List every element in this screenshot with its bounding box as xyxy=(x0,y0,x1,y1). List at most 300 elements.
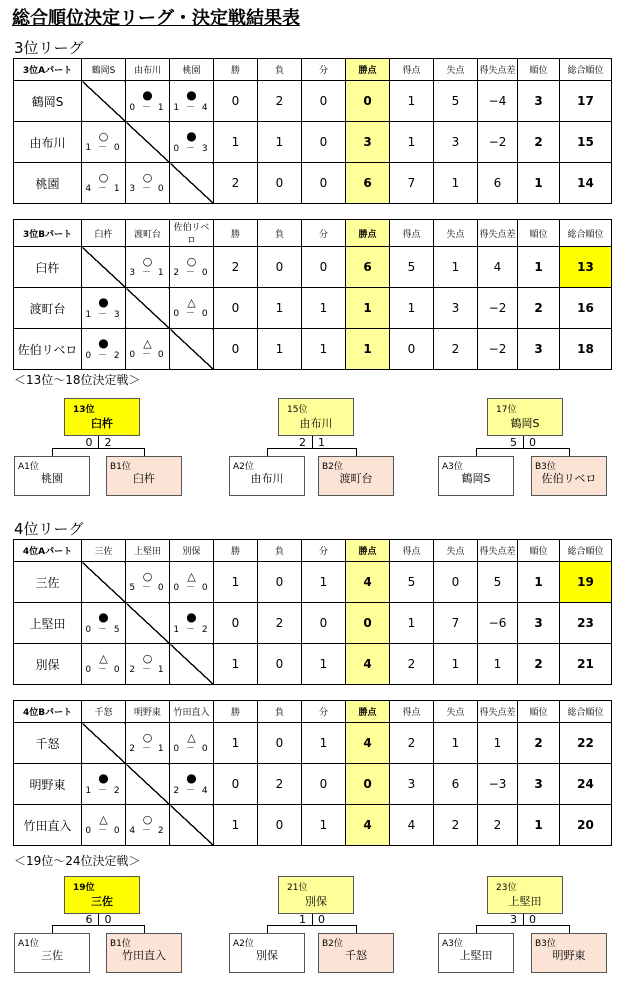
seed-label: A1位 xyxy=(18,939,39,949)
draw-mark-icon: △ xyxy=(187,295,196,309)
match-result xyxy=(82,603,126,644)
goal-difference: −3 xyxy=(478,764,518,805)
bracket-line-v xyxy=(523,436,524,448)
table-row xyxy=(14,288,612,329)
column-header-team: 別保 xyxy=(170,540,214,562)
winner-team: 臼杵 xyxy=(91,417,113,430)
draws: 1 xyxy=(302,805,346,846)
bracket-line-h xyxy=(52,925,144,926)
losses: 0 xyxy=(258,805,302,846)
goals-against: 7 xyxy=(434,603,478,644)
rank: 2 xyxy=(518,122,560,163)
match-result xyxy=(126,644,170,685)
loss-mark-icon: ● xyxy=(98,294,109,309)
column-header-total-rank: 総合順位 xyxy=(560,701,612,723)
table-row xyxy=(14,247,612,288)
bracket-line-v xyxy=(312,914,313,925)
team-b-box xyxy=(531,456,607,496)
column-header-win: 勝 xyxy=(214,540,258,562)
bracket-line-v xyxy=(523,914,524,925)
match-score: 0 － 0 xyxy=(173,309,210,320)
total-rank: 19 xyxy=(560,562,612,603)
seed-label: A3位 xyxy=(442,939,463,949)
points: 0 xyxy=(346,81,390,122)
match-score: 5 － 0 xyxy=(129,583,166,594)
table-row xyxy=(14,723,612,764)
bracket-line-a xyxy=(476,448,477,456)
seed-label: A2位 xyxy=(233,939,254,949)
team-name: 由布川 xyxy=(14,122,82,163)
score-a: 3 xyxy=(510,913,517,926)
column-header-scored: 得点 xyxy=(390,220,434,247)
losses: 2 xyxy=(258,603,302,644)
column-header-diff: 得失点差 xyxy=(478,701,518,723)
points: 4 xyxy=(346,805,390,846)
goals-for: 5 xyxy=(390,562,434,603)
draws: 1 xyxy=(302,644,346,685)
losses: 0 xyxy=(258,163,302,204)
match-result xyxy=(82,644,126,685)
winner-box xyxy=(487,398,563,436)
points: 1 xyxy=(346,329,390,370)
section-title-playoff1: ＜13位～18位決定戦＞ xyxy=(14,373,141,387)
bracket-line-a xyxy=(267,448,268,456)
match-score: 0 － 0 xyxy=(173,583,210,594)
loss-mark-icon: ● xyxy=(98,335,109,350)
bracket-line-b xyxy=(569,448,570,456)
match-score: 0 － 1 xyxy=(129,102,166,113)
goal-difference: 2 xyxy=(478,805,518,846)
league-table xyxy=(13,219,612,370)
team-name: 竹田直入 xyxy=(14,805,82,846)
win-mark-icon: ○ xyxy=(98,129,109,143)
draw-mark-icon: △ xyxy=(187,569,196,583)
score-a: 2 xyxy=(299,436,306,449)
part-label: 3位Aパート xyxy=(14,59,82,81)
rank: 1 xyxy=(518,805,560,846)
goals-against: 1 xyxy=(434,247,478,288)
team-a-box xyxy=(229,456,305,496)
points: 6 xyxy=(346,247,390,288)
team-a-box xyxy=(14,456,90,496)
self-match-diagonal xyxy=(126,603,170,644)
seed-label: B3位 xyxy=(535,462,556,472)
draws: 0 xyxy=(302,764,346,805)
match-result xyxy=(82,764,126,805)
team-b-box xyxy=(106,933,182,973)
loss-mark-icon: ● xyxy=(186,770,197,785)
goal-difference: 5 xyxy=(478,562,518,603)
points: 4 xyxy=(346,723,390,764)
rank: 3 xyxy=(518,329,560,370)
column-header-diff: 得失点差 xyxy=(478,540,518,562)
total-rank: 15 xyxy=(560,122,612,163)
bracket-line-v xyxy=(312,436,313,448)
winner-team: 鶴岡S xyxy=(510,417,540,430)
goal-difference: −2 xyxy=(478,122,518,163)
team-a-box xyxy=(438,933,514,973)
wins: 2 xyxy=(214,247,258,288)
goals-against: 1 xyxy=(434,163,478,204)
match-score: 1 － 4 xyxy=(173,102,210,113)
column-header-win: 勝 xyxy=(214,59,258,81)
match-score: 0 － 0 xyxy=(85,826,122,837)
section-title-league4: 4位リーグ xyxy=(14,520,84,538)
column-header-team: 千怒 xyxy=(82,701,126,723)
losses: 0 xyxy=(258,644,302,685)
total-rank: 20 xyxy=(560,805,612,846)
team-name: 臼杵 xyxy=(133,472,155,485)
match-result xyxy=(126,562,170,603)
total-rank: 14 xyxy=(560,163,612,204)
column-header-draw: 分 xyxy=(302,540,346,562)
rank: 1 xyxy=(518,163,560,204)
team-name: 渡町台 xyxy=(339,472,373,485)
column-header-diff: 得失点差 xyxy=(478,220,518,247)
goals-against: 3 xyxy=(434,288,478,329)
goal-difference: 4 xyxy=(478,247,518,288)
bracket-line-h xyxy=(267,925,356,926)
goals-for: 4 xyxy=(390,805,434,846)
self-match-diagonal xyxy=(170,163,214,204)
match-score: 1 － 3 xyxy=(85,309,122,320)
total-rank: 16 xyxy=(560,288,612,329)
column-header-win: 勝 xyxy=(214,701,258,723)
bracket-line-b xyxy=(356,925,357,933)
match-result xyxy=(126,723,170,764)
match-score: 0 － 0 xyxy=(129,350,166,361)
column-header-points: 勝点 xyxy=(346,540,390,562)
goal-difference: −6 xyxy=(478,603,518,644)
goals-for: 1 xyxy=(390,603,434,644)
bracket-line-a xyxy=(476,925,477,933)
column-header-loss: 負 xyxy=(258,220,302,247)
match-result xyxy=(82,329,126,370)
win-mark-icon: ○ xyxy=(98,170,109,184)
team-name: 上堅田 xyxy=(459,949,493,962)
self-match-diagonal xyxy=(82,562,126,603)
bracket-line-b xyxy=(144,448,145,456)
rank: 3 xyxy=(518,81,560,122)
self-match-diagonal xyxy=(126,122,170,163)
total-rank: 21 xyxy=(560,644,612,685)
draw-mark-icon: △ xyxy=(187,730,196,744)
win-mark-icon: ○ xyxy=(186,254,197,268)
match-result xyxy=(126,247,170,288)
column-header-points: 勝点 xyxy=(346,701,390,723)
bracket-line-h xyxy=(476,448,569,449)
points: 0 xyxy=(346,764,390,805)
team-name: 桃園 xyxy=(41,472,63,485)
column-header-rank: 順位 xyxy=(518,540,560,562)
placement-label: 23位 xyxy=(496,883,517,893)
score-a: 0 xyxy=(85,436,93,449)
goals-against: 2 xyxy=(434,805,478,846)
wins: 0 xyxy=(214,603,258,644)
column-header-conceded: 失点 xyxy=(434,701,478,723)
score-b: 0 xyxy=(529,913,536,926)
self-match-diagonal xyxy=(170,805,214,846)
section-title-league3: 3位リーグ xyxy=(14,39,84,57)
match-result xyxy=(82,122,126,163)
goals-for: 0 xyxy=(390,329,434,370)
goals-for: 1 xyxy=(390,288,434,329)
column-header-rank: 順位 xyxy=(518,220,560,247)
table-row xyxy=(14,329,612,370)
self-match-diagonal xyxy=(170,644,214,685)
goals-against: 1 xyxy=(434,644,478,685)
winner-team: 別保 xyxy=(305,895,327,908)
winner-box xyxy=(64,876,140,914)
team-name: 千怒 xyxy=(345,949,367,962)
wins: 2 xyxy=(214,163,258,204)
goals-against: 1 xyxy=(434,723,478,764)
draws: 1 xyxy=(302,329,346,370)
draws: 1 xyxy=(302,723,346,764)
match-result xyxy=(82,805,126,846)
bracket-line-a xyxy=(267,925,268,933)
losses: 2 xyxy=(258,764,302,805)
match-result xyxy=(170,81,214,122)
placement-label: 13位 xyxy=(73,405,95,415)
column-header-rank: 順位 xyxy=(518,59,560,81)
team-name: 三佐 xyxy=(14,562,82,603)
losses: 1 xyxy=(258,329,302,370)
win-mark-icon: ○ xyxy=(142,569,153,583)
team-a-box xyxy=(438,456,514,496)
win-mark-icon: ○ xyxy=(142,170,153,184)
column-header-team: 三佐 xyxy=(82,540,126,562)
column-header-team: 鶴岡S xyxy=(82,59,126,81)
team-a-box xyxy=(14,933,90,973)
column-header-conceded: 失点 xyxy=(434,540,478,562)
bracket-line-h xyxy=(267,448,356,449)
wins: 0 xyxy=(214,329,258,370)
column-header-team: 桃園 xyxy=(170,59,214,81)
draws: 1 xyxy=(302,288,346,329)
team-name: 別保 xyxy=(256,949,278,962)
seed-label: B1位 xyxy=(110,462,131,472)
seed-label: B2位 xyxy=(322,462,343,472)
match-result xyxy=(82,288,126,329)
match-score: 2 － 0 xyxy=(173,268,210,279)
loss-mark-icon: ● xyxy=(186,128,197,143)
score-b: 0 xyxy=(104,913,112,926)
match-result xyxy=(170,562,214,603)
goals-for: 2 xyxy=(390,723,434,764)
bracket-line-b xyxy=(569,925,570,933)
rank: 1 xyxy=(518,247,560,288)
goals-for: 7 xyxy=(390,163,434,204)
table-row xyxy=(14,805,612,846)
part-label: 4位Bパート xyxy=(14,701,82,723)
team-b-box xyxy=(318,933,394,973)
match-score: 1 － 2 xyxy=(85,785,122,796)
self-match-diagonal xyxy=(82,247,126,288)
bracket-line-h xyxy=(476,925,569,926)
winner-team: 上堅田 xyxy=(508,895,542,908)
goals-against: 3 xyxy=(434,122,478,163)
team-name: 渡町台 xyxy=(14,288,82,329)
rank: 2 xyxy=(518,288,560,329)
win-mark-icon: ○ xyxy=(142,730,153,744)
column-header-draw: 分 xyxy=(302,59,346,81)
team-b-box xyxy=(531,933,607,973)
match-score: 0 － 2 xyxy=(85,350,122,361)
table-row xyxy=(14,562,612,603)
winner-team: 三佐 xyxy=(91,895,113,908)
wins: 0 xyxy=(214,764,258,805)
rank: 2 xyxy=(518,723,560,764)
column-header-team: 佐伯リベロ xyxy=(170,220,214,247)
column-header-conceded: 失点 xyxy=(434,59,478,81)
wins: 0 xyxy=(214,288,258,329)
seed-label: B2位 xyxy=(322,939,343,949)
team-name: 別保 xyxy=(14,644,82,685)
table-row xyxy=(14,163,612,204)
points: 0 xyxy=(346,603,390,644)
wins: 1 xyxy=(214,805,258,846)
bracket-line-a xyxy=(52,448,53,456)
rank: 2 xyxy=(518,644,560,685)
table-row xyxy=(14,122,612,163)
placement-label: 21位 xyxy=(287,883,308,893)
match-score: 1 － 0 xyxy=(85,143,122,154)
goal-difference: −4 xyxy=(478,81,518,122)
match-result xyxy=(82,163,126,204)
losses: 0 xyxy=(258,247,302,288)
draws: 0 xyxy=(302,122,346,163)
match-score: 2 － 1 xyxy=(129,744,166,755)
team-name: 明野東 xyxy=(552,949,586,962)
draws: 0 xyxy=(302,247,346,288)
losses: 1 xyxy=(258,122,302,163)
self-match-diagonal xyxy=(170,329,214,370)
total-rank: 17 xyxy=(560,81,612,122)
bracket-line-b xyxy=(144,925,145,933)
match-result xyxy=(170,723,214,764)
goals-for: 2 xyxy=(390,644,434,685)
column-header-scored: 得点 xyxy=(390,701,434,723)
column-header-draw: 分 xyxy=(302,701,346,723)
bracket-line-b xyxy=(356,448,357,456)
seed-label: A2位 xyxy=(233,462,254,472)
rank: 3 xyxy=(518,603,560,644)
match-result xyxy=(126,329,170,370)
goals-for: 1 xyxy=(390,122,434,163)
match-score: 2 － 4 xyxy=(173,785,210,796)
points: 4 xyxy=(346,644,390,685)
league-table xyxy=(13,58,612,204)
draws: 0 xyxy=(302,603,346,644)
bracket-line-h xyxy=(52,448,144,449)
points: 3 xyxy=(346,122,390,163)
match-score: 4 － 1 xyxy=(85,184,122,195)
match-result xyxy=(170,247,214,288)
column-header-team: 上堅田 xyxy=(126,540,170,562)
goal-difference: −2 xyxy=(478,288,518,329)
team-name: 上堅田 xyxy=(14,603,82,644)
column-header-draw: 分 xyxy=(302,220,346,247)
table-row xyxy=(14,764,612,805)
match-score: 0 － 5 xyxy=(85,624,122,635)
score-b: 1 xyxy=(318,436,325,449)
team-a-box xyxy=(229,933,305,973)
total-rank: 18 xyxy=(560,329,612,370)
team-name: 鶴岡S xyxy=(14,81,82,122)
draws: 0 xyxy=(302,163,346,204)
goal-difference: 1 xyxy=(478,644,518,685)
column-header-loss: 負 xyxy=(258,540,302,562)
team-name: 桃園 xyxy=(14,163,82,204)
team-name: 竹田直入 xyxy=(122,949,166,962)
losses: 1 xyxy=(258,288,302,329)
seed-label: B3位 xyxy=(535,939,556,949)
self-match-diagonal xyxy=(126,288,170,329)
team-name: 明野東 xyxy=(14,764,82,805)
seed-label: A3位 xyxy=(442,462,463,472)
team-name: 佐伯リベロ xyxy=(14,329,82,370)
column-header-points: 勝点 xyxy=(346,220,390,247)
team-name: 鶴岡S xyxy=(461,472,491,485)
winner-box xyxy=(278,398,354,436)
draw-mark-icon: △ xyxy=(99,651,108,665)
placement-label: 17位 xyxy=(496,405,517,415)
placement-label: 19位 xyxy=(73,883,95,893)
team-name: 臼杵 xyxy=(14,247,82,288)
match-result xyxy=(126,81,170,122)
wins: 1 xyxy=(214,644,258,685)
column-header-loss: 負 xyxy=(258,59,302,81)
score-a: 5 xyxy=(510,436,517,449)
column-header-total-rank: 総合順位 xyxy=(560,540,612,562)
draw-mark-icon: △ xyxy=(99,812,108,826)
part-label: 4位Aパート xyxy=(14,540,82,562)
match-result xyxy=(170,764,214,805)
wins: 1 xyxy=(214,562,258,603)
match-score: 3 － 0 xyxy=(129,184,166,195)
bracket-line-a xyxy=(52,925,53,933)
column-header-scored: 得点 xyxy=(390,540,434,562)
page-title: 総合順位決定リーグ・決定戦結果表 xyxy=(12,8,300,29)
winner-box xyxy=(487,876,563,914)
column-header-team: 渡町台 xyxy=(126,220,170,247)
points: 6 xyxy=(346,163,390,204)
match-result xyxy=(170,288,214,329)
goals-for: 1 xyxy=(390,81,434,122)
losses: 0 xyxy=(258,562,302,603)
score-b: 2 xyxy=(104,436,112,449)
team-name: 三佐 xyxy=(41,949,63,962)
loss-mark-icon: ● xyxy=(98,609,109,624)
bracket-line-v xyxy=(98,914,99,925)
total-rank: 24 xyxy=(560,764,612,805)
self-match-diagonal xyxy=(126,764,170,805)
score-b: 0 xyxy=(529,436,536,449)
team-b-box xyxy=(106,456,182,496)
match-score: 0 － 3 xyxy=(173,143,210,154)
win-mark-icon: ○ xyxy=(142,812,153,826)
table-row xyxy=(14,81,612,122)
column-header-team: 臼杵 xyxy=(82,220,126,247)
winner-team: 由布川 xyxy=(299,417,333,430)
winner-box xyxy=(278,876,354,914)
match-score: 3 － 1 xyxy=(129,268,166,279)
goals-against: 2 xyxy=(434,329,478,370)
loss-mark-icon: ● xyxy=(142,87,153,102)
column-header-scored: 得点 xyxy=(390,59,434,81)
placement-label: 15位 xyxy=(287,405,308,415)
